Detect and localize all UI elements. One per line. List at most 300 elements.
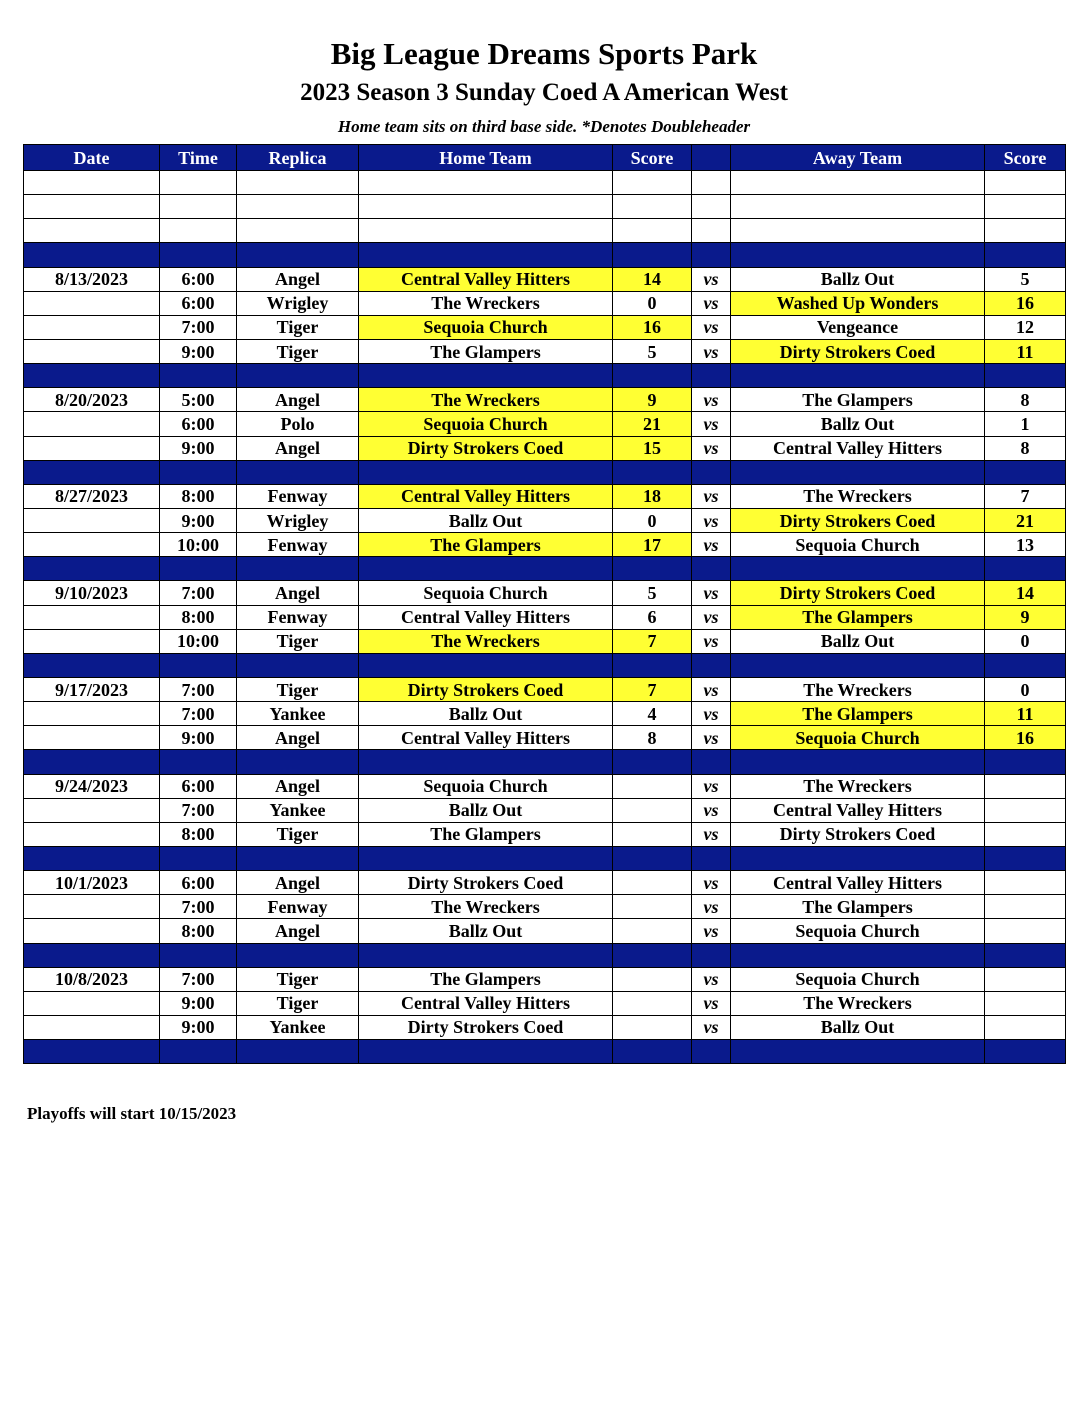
home-team-cell: Ballz Out	[359, 702, 613, 726]
home-team-cell: Central Valley Hitters	[359, 267, 613, 291]
away-score-cell: 8	[985, 436, 1066, 460]
home-score-cell	[613, 798, 692, 822]
vs-cell: vs	[692, 677, 731, 701]
away-team-cell: The Wreckers	[731, 677, 985, 701]
separator-row	[24, 460, 1066, 484]
time-cell	[160, 1040, 237, 1064]
time-cell: 9:00	[160, 508, 237, 532]
vs-cell: vs	[692, 726, 731, 750]
home-score-cell	[613, 846, 692, 870]
away-score-cell	[985, 195, 1066, 219]
vs-cell: vs	[692, 967, 731, 991]
away-score-cell: 9	[985, 605, 1066, 629]
table-row	[24, 1015, 1066, 1039]
replica-cell: Polo	[237, 412, 359, 436]
home-score-cell	[613, 1040, 692, 1064]
time-cell: 8:00	[160, 919, 237, 943]
vs-cell: vs	[692, 267, 731, 291]
time-cell: 9:00	[160, 339, 237, 363]
blank-row	[24, 171, 1066, 195]
away-team-cell: The Wreckers	[731, 991, 985, 1015]
vs-cell	[692, 243, 731, 267]
date-cell: 8/27/2023	[24, 484, 160, 508]
footer-note: Playoffs will start 10/15/2023	[27, 1104, 237, 1123]
away-team-cell: Dirty Strokers Coed	[731, 822, 985, 846]
vs-cell: vs	[692, 533, 731, 557]
date-cell	[24, 219, 160, 243]
vs-cell	[692, 219, 731, 243]
away-score-cell	[985, 895, 1066, 919]
time-cell	[160, 219, 237, 243]
date-cell	[24, 315, 160, 339]
home-score-cell: 17	[613, 533, 692, 557]
home-team-cell: Dirty Strokers Coed	[359, 436, 613, 460]
vs-cell: vs	[692, 436, 731, 460]
away-team-cell: Dirty Strokers Coed	[731, 339, 985, 363]
date-cell	[24, 653, 160, 677]
vs-cell: vs	[692, 822, 731, 846]
away-score-cell	[985, 171, 1066, 195]
time-cell: 7:00	[160, 798, 237, 822]
vs-cell: vs	[692, 871, 731, 895]
home-team-cell	[359, 364, 613, 388]
away-team-cell	[731, 219, 985, 243]
time-cell: 6:00	[160, 871, 237, 895]
away-team-cell: Sequoia Church	[731, 726, 985, 750]
away-score-cell: 8	[985, 388, 1066, 412]
away-team-cell: Sequoia Church	[731, 967, 985, 991]
home-score-cell	[613, 1015, 692, 1039]
home-score-cell: 4	[613, 702, 692, 726]
date-cell: 9/24/2023	[24, 774, 160, 798]
home-team-cell	[359, 750, 613, 774]
home-score-cell: 6	[613, 605, 692, 629]
time-cell: 9:00	[160, 436, 237, 460]
home-team-cell	[359, 846, 613, 870]
date-cell	[24, 629, 160, 653]
date-cell	[24, 436, 160, 460]
time-cell: 6:00	[160, 774, 237, 798]
replica-cell: Wrigley	[237, 508, 359, 532]
page-note: Home team sits on third base side. *Denotes Doubleheader	[337, 117, 751, 136]
table-row	[24, 726, 1066, 750]
replica-cell	[237, 943, 359, 967]
vs-cell: vs	[692, 291, 731, 315]
table-row	[24, 339, 1066, 363]
replica-cell: Angel	[237, 919, 359, 943]
table-row	[24, 895, 1066, 919]
home-team-cell	[359, 943, 613, 967]
replica-cell: Yankee	[237, 1015, 359, 1039]
home-team-cell: Sequoia Church	[359, 774, 613, 798]
home-score-cell: 5	[613, 339, 692, 363]
home-team-cell: Central Valley Hitters	[359, 726, 613, 750]
home-team-cell: The Wreckers	[359, 895, 613, 919]
date-cell	[24, 412, 160, 436]
home-score-cell	[613, 460, 692, 484]
away-team-cell	[731, 171, 985, 195]
replica-cell: Yankee	[237, 798, 359, 822]
away-score-cell	[985, 798, 1066, 822]
replica-cell	[237, 653, 359, 677]
away-team-cell	[731, 750, 985, 774]
away-score-cell: 0	[985, 677, 1066, 701]
table-row	[24, 315, 1066, 339]
replica-cell: Angel	[237, 267, 359, 291]
date-cell	[24, 895, 160, 919]
vs-cell: vs	[692, 895, 731, 919]
home-team-cell: The Wreckers	[359, 388, 613, 412]
home-team-cell	[359, 243, 613, 267]
col-header-vs	[692, 145, 731, 171]
schedule-table	[23, 144, 1066, 1064]
away-score-cell: 0	[985, 629, 1066, 653]
home-score-cell: 7	[613, 677, 692, 701]
table-row	[24, 774, 1066, 798]
vs-cell: vs	[692, 991, 731, 1015]
home-score-cell	[613, 171, 692, 195]
home-score-cell	[613, 774, 692, 798]
replica-cell: Tiger	[237, 677, 359, 701]
date-cell	[24, 605, 160, 629]
home-team-cell: The Glampers	[359, 967, 613, 991]
date-cell	[24, 750, 160, 774]
date-cell: 9/17/2023	[24, 677, 160, 701]
away-team-cell: Ballz Out	[731, 412, 985, 436]
away-team-cell	[731, 557, 985, 581]
separator-row	[24, 364, 1066, 388]
replica-cell	[237, 171, 359, 195]
away-team-cell: Central Valley Hitters	[731, 871, 985, 895]
away-team-cell: Ballz Out	[731, 267, 985, 291]
time-cell	[160, 243, 237, 267]
time-cell: 5:00	[160, 388, 237, 412]
away-team-cell: The Wreckers	[731, 774, 985, 798]
vs-cell: vs	[692, 605, 731, 629]
away-score-cell	[985, 750, 1066, 774]
date-cell	[24, 726, 160, 750]
vs-cell: vs	[692, 412, 731, 436]
vs-cell	[692, 846, 731, 870]
time-cell: 7:00	[160, 315, 237, 339]
date-cell	[24, 846, 160, 870]
replica-cell: Yankee	[237, 702, 359, 726]
separator-row	[24, 557, 1066, 581]
away-team-cell: Washed Up Wonders	[731, 291, 985, 315]
col-header-time: Time	[160, 145, 237, 171]
vs-cell: vs	[692, 508, 731, 532]
date-cell	[24, 702, 160, 726]
away-score-cell	[985, 653, 1066, 677]
table-row	[24, 871, 1066, 895]
vs-cell	[692, 195, 731, 219]
time-cell: 8:00	[160, 822, 237, 846]
separator-row	[24, 846, 1066, 870]
date-cell	[24, 291, 160, 315]
home-score-cell: 14	[613, 267, 692, 291]
home-score-cell: 5	[613, 581, 692, 605]
away-score-cell	[985, 846, 1066, 870]
time-cell	[160, 653, 237, 677]
vs-cell	[692, 1040, 731, 1064]
home-score-cell: 15	[613, 436, 692, 460]
home-team-cell: Dirty Strokers Coed	[359, 871, 613, 895]
replica-cell	[237, 243, 359, 267]
home-team-cell: Dirty Strokers Coed	[359, 677, 613, 701]
page-title: Big League Dreams Sports Park	[330, 36, 758, 71]
date-cell: 9/10/2023	[24, 581, 160, 605]
home-team-cell: Central Valley Hitters	[359, 991, 613, 1015]
home-score-cell: 0	[613, 291, 692, 315]
time-cell	[160, 750, 237, 774]
time-cell: 6:00	[160, 267, 237, 291]
date-cell	[24, 508, 160, 532]
table-row	[24, 508, 1066, 532]
replica-cell: Angel	[237, 581, 359, 605]
away-team-cell: Sequoia Church	[731, 919, 985, 943]
table-row	[24, 533, 1066, 557]
home-team-cell	[359, 460, 613, 484]
home-team-cell	[359, 219, 613, 243]
home-score-cell	[613, 822, 692, 846]
away-score-cell	[985, 460, 1066, 484]
home-score-cell	[613, 750, 692, 774]
home-score-cell: 21	[613, 412, 692, 436]
date-cell	[24, 171, 160, 195]
away-team-cell: Dirty Strokers Coed	[731, 508, 985, 532]
separator-row	[24, 653, 1066, 677]
away-score-cell	[985, 1040, 1066, 1064]
away-score-cell	[985, 243, 1066, 267]
separator-row	[24, 243, 1066, 267]
time-cell: 6:00	[160, 291, 237, 315]
date-cell	[24, 339, 160, 363]
date-cell	[24, 1015, 160, 1039]
away-team-cell: The Glampers	[731, 702, 985, 726]
home-score-cell	[613, 195, 692, 219]
home-score-cell	[613, 871, 692, 895]
home-team-cell: The Wreckers	[359, 629, 613, 653]
replica-cell	[237, 1040, 359, 1064]
time-cell: 9:00	[160, 1015, 237, 1039]
date-cell: 8/13/2023	[24, 267, 160, 291]
home-score-cell: 16	[613, 315, 692, 339]
away-score-cell	[985, 871, 1066, 895]
away-team-cell: Central Valley Hitters	[731, 436, 985, 460]
away-score-cell: 16	[985, 726, 1066, 750]
replica-cell: Tiger	[237, 967, 359, 991]
away-score-cell: 13	[985, 533, 1066, 557]
home-team-cell: Ballz Out	[359, 508, 613, 532]
replica-cell: Tiger	[237, 629, 359, 653]
date-cell	[24, 822, 160, 846]
time-cell: 7:00	[160, 702, 237, 726]
date-cell	[24, 243, 160, 267]
date-cell	[24, 919, 160, 943]
vs-cell: vs	[692, 484, 731, 508]
table-row	[24, 919, 1066, 943]
home-team-cell: Ballz Out	[359, 798, 613, 822]
home-score-cell: 18	[613, 484, 692, 508]
home-team-cell: Central Valley Hitters	[359, 484, 613, 508]
away-score-cell: 12	[985, 315, 1066, 339]
home-team-cell: Central Valley Hitters	[359, 605, 613, 629]
replica-cell	[237, 846, 359, 870]
blank-row	[24, 195, 1066, 219]
replica-cell: Fenway	[237, 533, 359, 557]
home-team-cell	[359, 1040, 613, 1064]
away-team-cell: The Glampers	[731, 895, 985, 919]
home-team-cell: The Wreckers	[359, 291, 613, 315]
table-row	[24, 412, 1066, 436]
away-score-cell	[985, 943, 1066, 967]
replica-cell: Wrigley	[237, 291, 359, 315]
replica-cell: Angel	[237, 774, 359, 798]
replica-cell	[237, 557, 359, 581]
away-team-cell: The Glampers	[731, 388, 985, 412]
date-cell: 10/8/2023	[24, 967, 160, 991]
vs-cell	[692, 364, 731, 388]
home-score-cell	[613, 943, 692, 967]
col-header-replica: Replica	[237, 145, 359, 171]
away-score-cell: 14	[985, 581, 1066, 605]
time-cell	[160, 846, 237, 870]
away-team-cell	[731, 846, 985, 870]
table-row	[24, 388, 1066, 412]
separator-row	[24, 750, 1066, 774]
date-cell	[24, 943, 160, 967]
time-cell: 9:00	[160, 726, 237, 750]
time-cell: 8:00	[160, 484, 237, 508]
replica-cell: Tiger	[237, 339, 359, 363]
home-team-cell: Dirty Strokers Coed	[359, 1015, 613, 1039]
date-cell	[24, 195, 160, 219]
home-score-cell	[613, 219, 692, 243]
replica-cell	[237, 460, 359, 484]
vs-cell	[692, 171, 731, 195]
vs-cell: vs	[692, 919, 731, 943]
table-row	[24, 629, 1066, 653]
home-score-cell	[613, 919, 692, 943]
time-cell: 7:00	[160, 967, 237, 991]
home-score-cell	[613, 364, 692, 388]
table-row	[24, 798, 1066, 822]
vs-cell	[692, 557, 731, 581]
date-cell	[24, 557, 160, 581]
table-row	[24, 291, 1066, 315]
vs-cell: vs	[692, 1015, 731, 1039]
home-team-cell: Sequoia Church	[359, 315, 613, 339]
replica-cell: Fenway	[237, 605, 359, 629]
home-score-cell	[613, 243, 692, 267]
home-team-cell	[359, 171, 613, 195]
away-team-cell: Ballz Out	[731, 629, 985, 653]
home-team-cell: The Glampers	[359, 822, 613, 846]
time-cell	[160, 171, 237, 195]
schedule-body	[24, 171, 1066, 1064]
separator-row	[24, 1040, 1066, 1064]
table-row	[24, 605, 1066, 629]
replica-cell: Angel	[237, 871, 359, 895]
vs-cell: vs	[692, 315, 731, 339]
time-cell: 10:00	[160, 629, 237, 653]
col-header-home-team: Home Team	[359, 145, 613, 171]
col-header-home-score: Score	[613, 145, 692, 171]
home-score-cell	[613, 991, 692, 1015]
time-cell	[160, 557, 237, 581]
table-row	[24, 436, 1066, 460]
date-cell	[24, 991, 160, 1015]
col-header-away-team: Away Team	[731, 145, 985, 171]
home-team-cell	[359, 195, 613, 219]
away-score-cell: 11	[985, 339, 1066, 363]
date-cell: 10/1/2023	[24, 871, 160, 895]
away-team-cell	[731, 243, 985, 267]
page-subtitle: 2023 Season 3 Sunday Coed A American West	[300, 79, 788, 106]
away-score-cell	[985, 991, 1066, 1015]
table-row	[24, 267, 1066, 291]
away-score-cell	[985, 1015, 1066, 1039]
replica-cell: Tiger	[237, 991, 359, 1015]
home-score-cell	[613, 967, 692, 991]
time-cell: 7:00	[160, 581, 237, 605]
home-score-cell: 9	[613, 388, 692, 412]
away-score-cell	[985, 364, 1066, 388]
date-cell	[24, 460, 160, 484]
date-cell	[24, 533, 160, 557]
col-header-date: Date	[24, 145, 160, 171]
table-row	[24, 702, 1066, 726]
time-cell	[160, 364, 237, 388]
away-score-cell: 16	[985, 291, 1066, 315]
away-team-cell	[731, 195, 985, 219]
vs-cell	[692, 653, 731, 677]
home-team-cell	[359, 653, 613, 677]
home-team-cell: The Glampers	[359, 533, 613, 557]
vs-cell	[692, 460, 731, 484]
time-cell: 8:00	[160, 605, 237, 629]
time-cell: 10:00	[160, 533, 237, 557]
away-score-cell	[985, 822, 1066, 846]
time-cell	[160, 943, 237, 967]
separator-row	[24, 943, 1066, 967]
vs-cell: vs	[692, 629, 731, 653]
replica-cell	[237, 195, 359, 219]
away-score-cell	[985, 557, 1066, 581]
time-cell: 7:00	[160, 677, 237, 701]
away-team-cell: The Wreckers	[731, 484, 985, 508]
home-team-cell: Ballz Out	[359, 919, 613, 943]
away-score-cell	[985, 967, 1066, 991]
replica-cell: Angel	[237, 436, 359, 460]
away-team-cell: The Glampers	[731, 605, 985, 629]
time-cell	[160, 195, 237, 219]
vs-cell: vs	[692, 798, 731, 822]
home-score-cell	[613, 653, 692, 677]
home-team-cell: Sequoia Church	[359, 412, 613, 436]
vs-cell: vs	[692, 702, 731, 726]
time-cell: 7:00	[160, 895, 237, 919]
date-cell	[24, 798, 160, 822]
time-cell: 6:00	[160, 412, 237, 436]
col-header-away-score: Score	[985, 145, 1066, 171]
away-team-cell	[731, 460, 985, 484]
home-score-cell	[613, 895, 692, 919]
home-score-cell: 7	[613, 629, 692, 653]
away-team-cell: Ballz Out	[731, 1015, 985, 1039]
table-row	[24, 822, 1066, 846]
replica-cell: Angel	[237, 726, 359, 750]
